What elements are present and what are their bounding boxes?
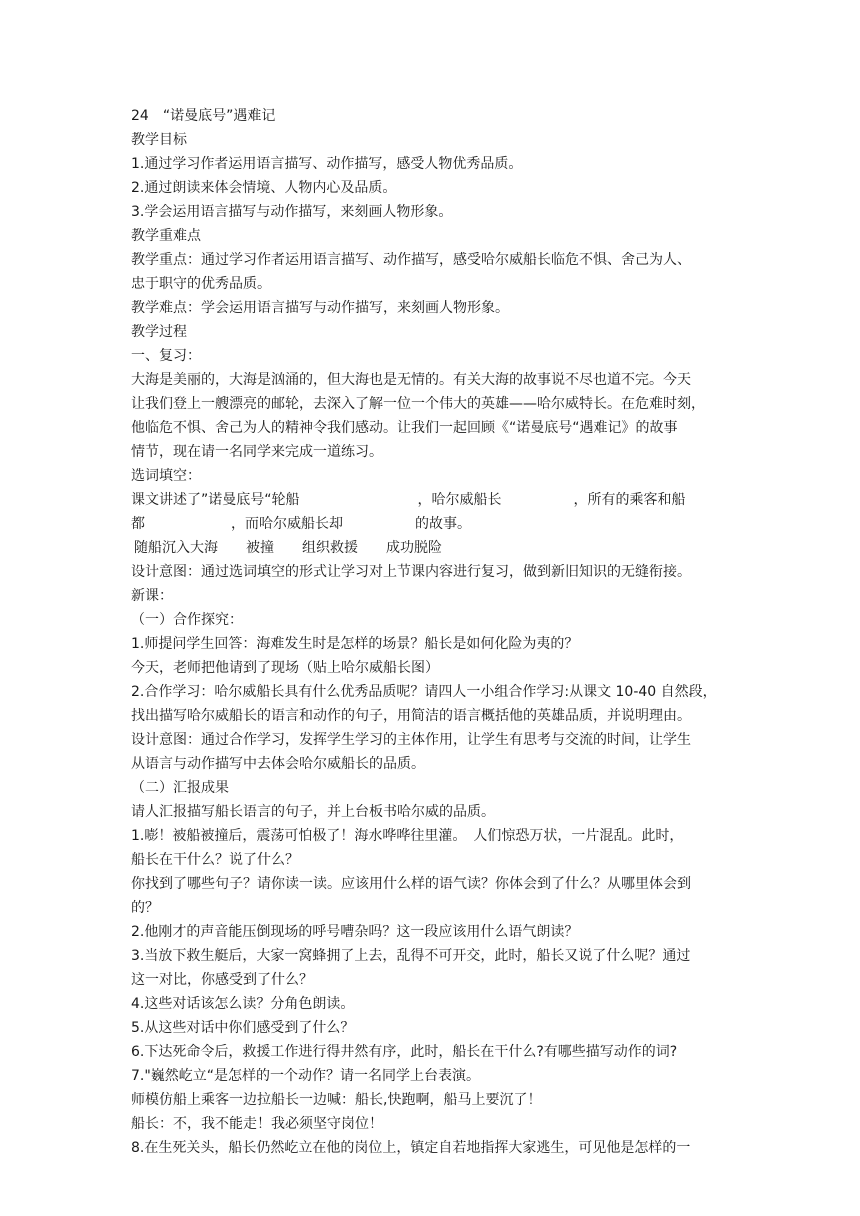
fill-blank-line-1 bbox=[131, 488, 736, 512]
heading-key-points: 教学重难点 bbox=[131, 228, 201, 244]
heading-teaching-goals: 教学目标 bbox=[131, 132, 187, 148]
goal-1: 1.通过学习作者运用语言描写、动作描写，感受人物优秀品质。 bbox=[131, 156, 523, 172]
fill-blank-line-2 bbox=[131, 512, 736, 536]
report-item-2: 2.他刚才的声音能压倒现场的呼号嘈杂吗？这一段应该用什么语气朗读？ bbox=[131, 924, 579, 940]
exercise-heading: 选词填空： bbox=[131, 468, 201, 484]
design-intent-2-line-2: 从语言与动作描写中去体会哈尔威船长的品质。 bbox=[131, 756, 425, 772]
report-instruction: 请人汇报描写船长语言的句子，并上台板书哈尔威的品质。 bbox=[131, 804, 495, 820]
option-4: 成功脱险 bbox=[386, 540, 442, 556]
option-3: 组织救援 bbox=[302, 540, 358, 556]
goal-3: 3.学会运用语言描写与动作描写，来刻画人物形象。 bbox=[131, 204, 453, 220]
report-question-line-1: 你找到了哪些句子？请你读一读。应该用什么样的语气读？你体会到了什么？从哪里体会到 bbox=[131, 876, 691, 892]
review-paragraph-line-1: 大海是美丽的，大海是汹涌的，但大海也是无情的。有关大海的故事说不尽也道不完。今天 bbox=[131, 372, 691, 388]
option-2: 被撞 bbox=[246, 540, 274, 556]
fill-blank-text-4: 都 bbox=[131, 516, 145, 532]
fill-blank-text-5: ，而哈尔威船长却 bbox=[231, 516, 343, 532]
report-question-line-2: 的？ bbox=[131, 900, 159, 916]
design-intent-2-line-1: 设计意图：通过合作学习，发挥学生学习的主体作用，让学生有思考与交流的时间，让学生 bbox=[131, 732, 691, 748]
key-point-line-1: 教学重点：通过学习作者运用语言描写、动作描写，感受哈尔威船长临危不惧、舍己为人、 bbox=[131, 252, 691, 268]
goal-2: 2.通过朗读来体会情境、人物内心及品质。 bbox=[131, 180, 397, 196]
option-1: 随船沉入大海 bbox=[134, 540, 218, 556]
word-options bbox=[134, 536, 739, 560]
subsection-report: （二）汇报成果 bbox=[131, 780, 229, 796]
fill-blank-text-1: 课文讲述了”诺曼底号“轮船 bbox=[131, 492, 300, 508]
review-paragraph-line-2: 让我们登上一艘漂亮的邮轮，去深入了解一位一个伟大的英雄——哈尔威特长。在危难时刻， bbox=[131, 396, 705, 412]
fill-blank-text-6: 的故事。 bbox=[415, 516, 471, 532]
report-item-6: 6.下达死命令后，救援工作进行得井然有序，此时，船长在干什么?有哪些描写动作的词? bbox=[131, 1044, 678, 1060]
captain-reply: 船长：不，我不能走！我必须坚守岗位！ bbox=[131, 1116, 383, 1132]
section-new-lesson: 新课： bbox=[131, 588, 173, 604]
report-item-8: 8.在生死关头，船长仍然屹立在他的岗位上，镇定自若地指挥大家逃生，可见他是怎样的一 bbox=[131, 1140, 691, 1156]
cooperation-item-2-line-1: 2.合作学习：哈尔威船长具有什么优秀品质呢？请四人一小组合作学习:从课文 10-40 自然段， bbox=[131, 684, 717, 700]
report-item-3-line-1: 3.当放下救生艇后，大家一窝蜂拥了上去，乱得不可开交，此时，船长又说了什么呢？通过 bbox=[131, 948, 691, 964]
review-paragraph-line-4: 情节，现在请一名同学来完成一道练习。 bbox=[131, 444, 383, 460]
cooperation-note: 今天，老师把他请到了现场（贴上哈尔威船长图） bbox=[131, 660, 439, 676]
difficult-point: 教学难点：学会运用语言描写与动作描写，来刻画人物形象。 bbox=[131, 300, 509, 316]
report-item-1-line-1: 1.嘭！被船被撞后，震荡可怕极了！海水哗哗往里灌。 人们惊恐万状，一片混乱。此时， bbox=[131, 828, 684, 844]
report-item-7: 7."巍然屹立“是怎样的一个动作？请一名同学上台表演。 bbox=[131, 1068, 481, 1084]
fill-blank-text-2: ，哈尔威船长 bbox=[417, 492, 502, 508]
review-paragraph-line-3: 他临危不惧、舍己为人的精神令我们感动。让我们一起回顾《“诺曼底号“遇难记》的故事 bbox=[131, 420, 678, 436]
key-point-line-2: 忠于职守的优秀品质。 bbox=[131, 276, 271, 292]
fill-blank-text-3: ，所有的乘客和船 bbox=[573, 492, 686, 508]
cooperation-item-2-line-2: 找出描写哈尔威船长的语言和动作的句子，用简洁的语言概括他的英雄品质，并说明理由。 bbox=[131, 708, 691, 724]
cooperation-item-1: 1.师提问学生回答：海难发生时是怎样的场景？船长是如何化险为夷的？ bbox=[131, 636, 579, 652]
report-item-3-line-2: 这一对比，你感受到了什么？ bbox=[131, 972, 313, 988]
teacher-role-play: 师模仿船上乘客一边拉船长一边喊：船长,快跑啊，船马上要沉了！ bbox=[131, 1092, 542, 1108]
section-review: 一、复习： bbox=[131, 348, 201, 364]
report-item-5: 5.从这些对话中你们感受到了什么？ bbox=[131, 1020, 355, 1036]
design-intent-1: 设计意图：通过选词填空的形式让学习对上节课内容进行复习，做到新旧知识的无缝衔接。 bbox=[131, 564, 691, 580]
report-item-4: 4.这些对话该怎么读？分角色朗读。 bbox=[131, 996, 355, 1012]
heading-process: 教学过程 bbox=[131, 324, 187, 340]
subsection-cooperation: （一）合作探究： bbox=[131, 612, 243, 628]
report-item-1-line-2: 船长在干什么？说了什么？ bbox=[131, 852, 299, 868]
lesson-title: 24 “诺曼底号”遇难记 bbox=[131, 108, 276, 124]
